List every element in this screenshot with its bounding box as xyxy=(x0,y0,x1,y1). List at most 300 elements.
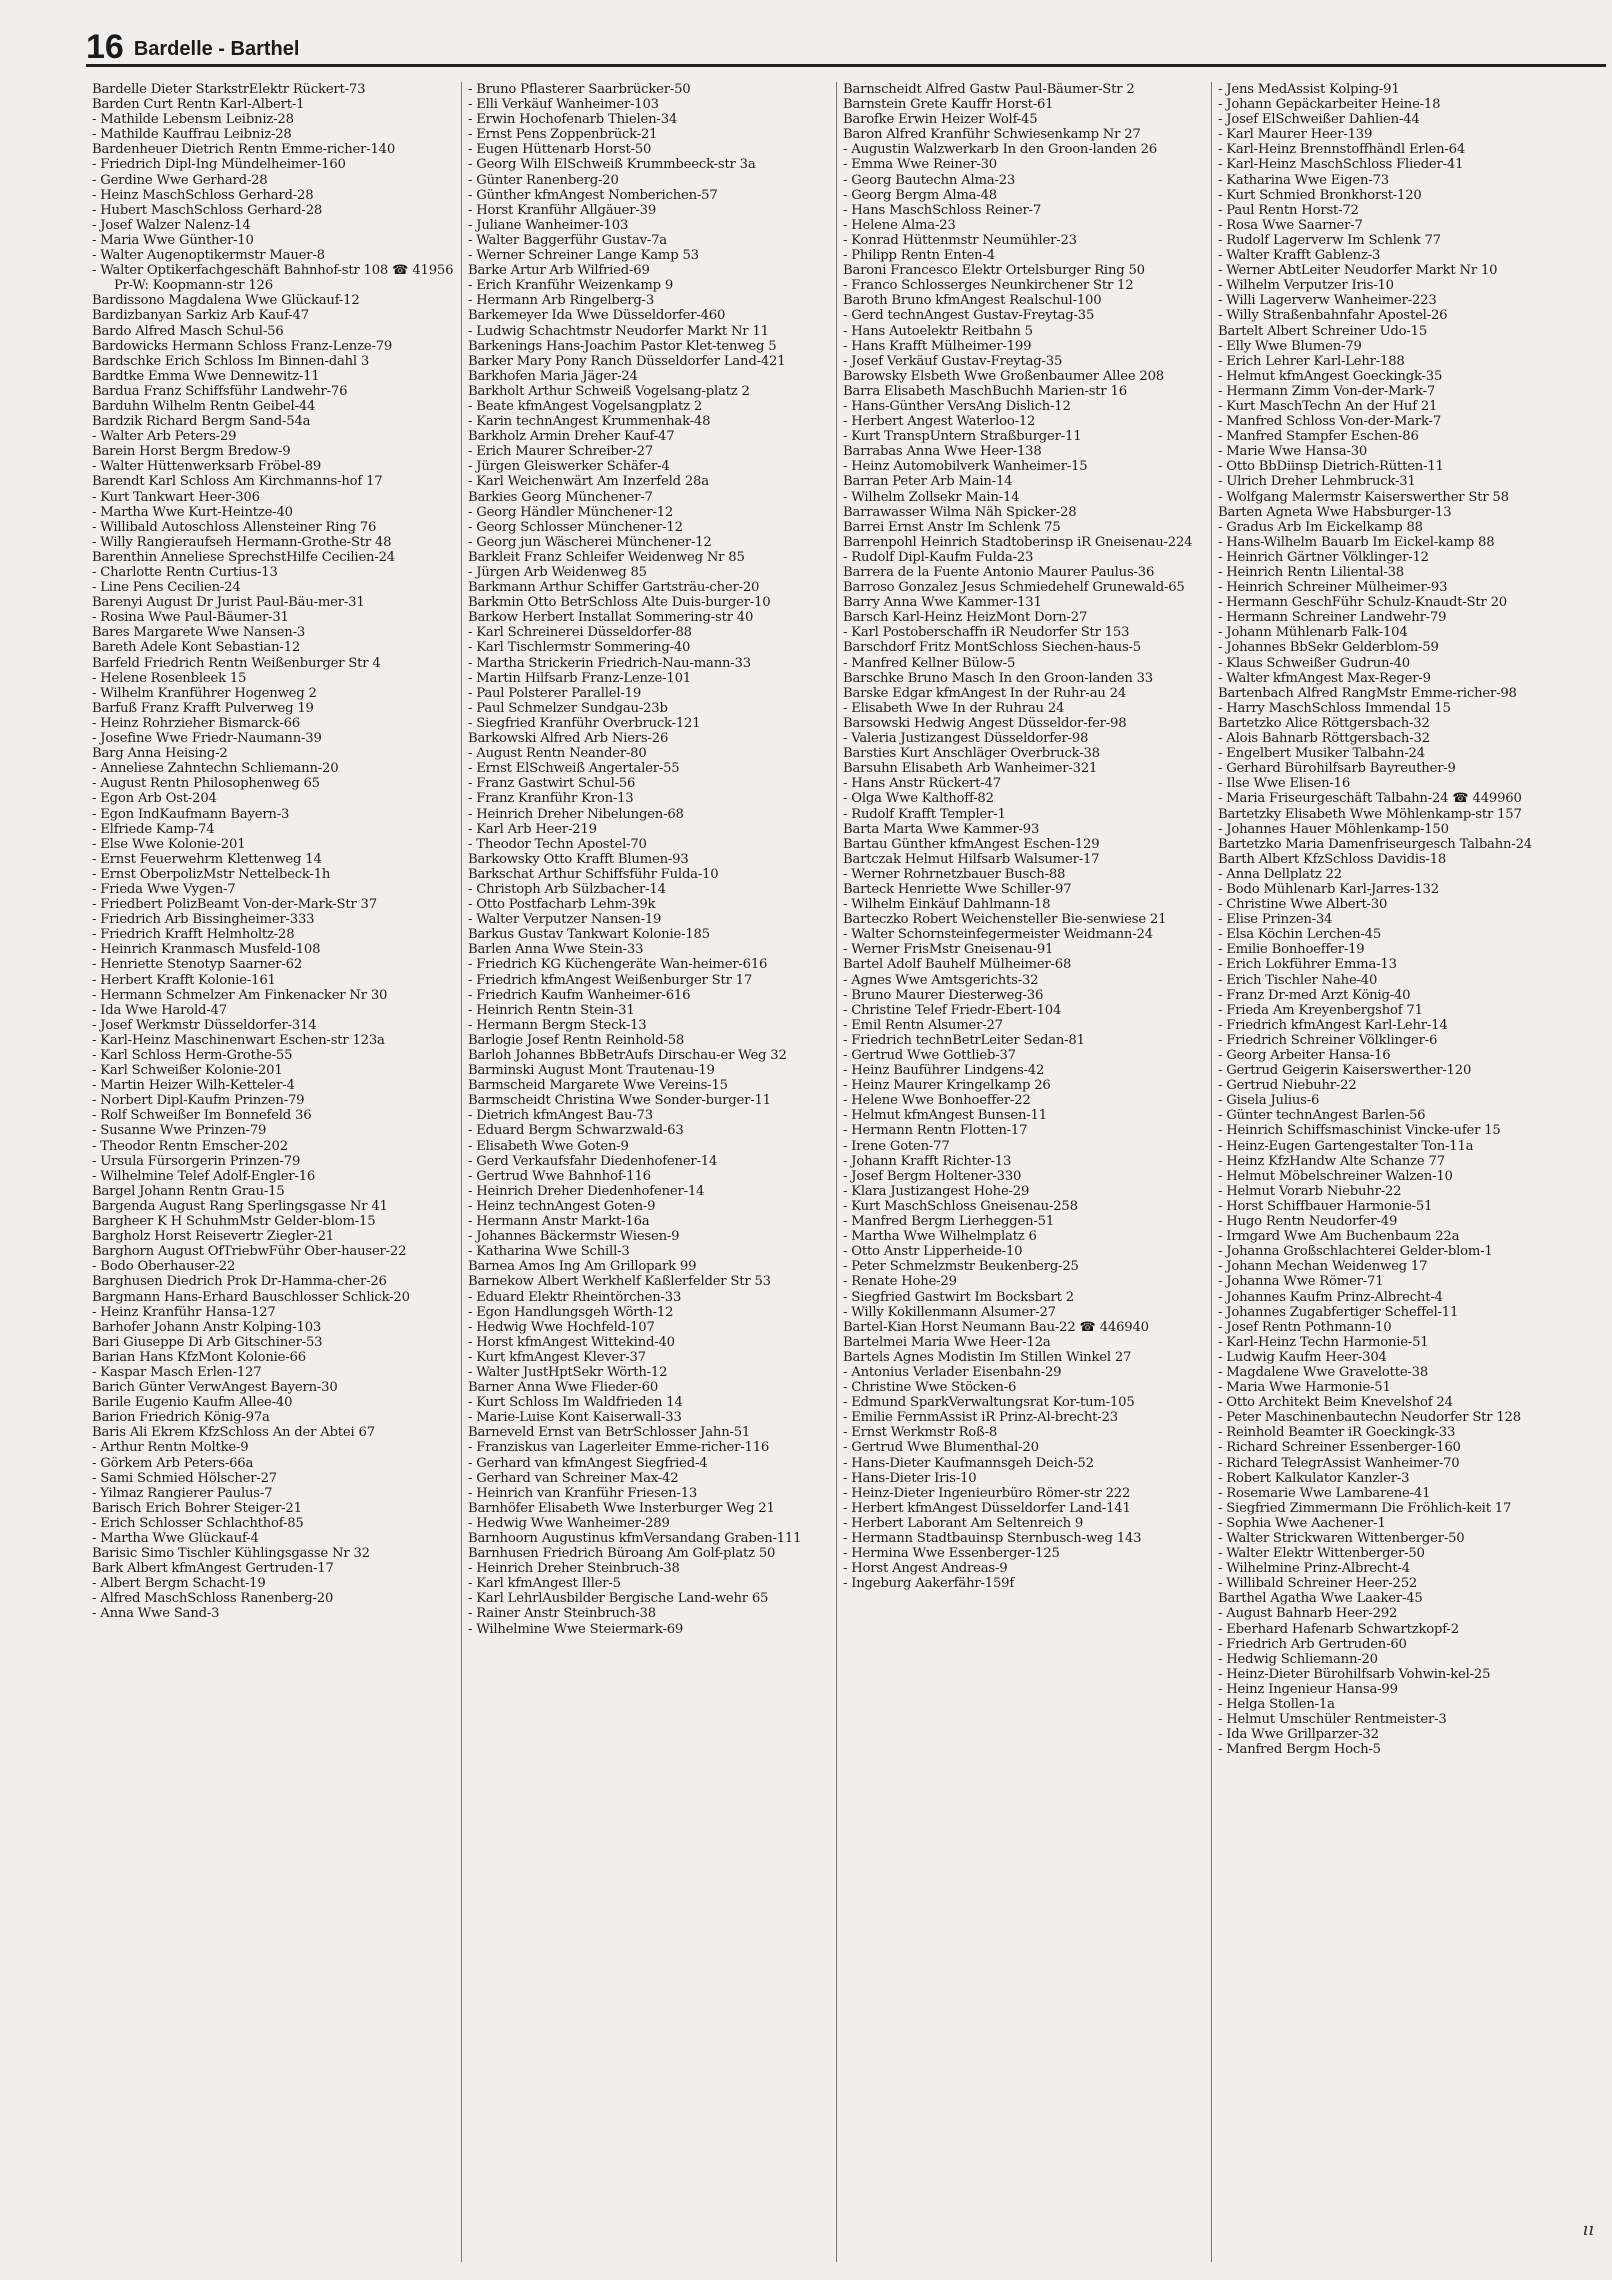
directory-entry: - Walter Arb Peters-29 xyxy=(92,429,237,445)
directory-entry: - Elise Prinzen-34 xyxy=(1218,912,1333,928)
directory-entry: - Egon IndKaufmann Bayern-3 xyxy=(92,806,290,822)
directory-entry: - Augustin Walzwerkarb In den Groon-landen 26 xyxy=(843,142,1157,158)
directory-entry: Barenthin Anneliese SprechstHilfe Cecilien-24 xyxy=(92,549,395,565)
directory-entry: - Kurt Schloss Im Waldfrieden 14 xyxy=(468,1395,683,1411)
directory-entry: - Johanna Großschlachterei Gelder-blom-1 xyxy=(1218,1244,1493,1260)
directory-entry: - Paul Schmelzer Sundgau-23b xyxy=(468,700,668,716)
directory-entry: - Hermann Zimm Von-der-Mark-7 xyxy=(1218,383,1436,399)
directory-entry: Bareth Adele Kont Sebastian-12 xyxy=(92,640,301,656)
directory-entry: Barra Elisabeth MaschBuchh Marien-str 16 xyxy=(843,383,1127,399)
directory-entry: - Ernst OberpolizMstr Nettelbeck-1h xyxy=(92,866,331,882)
directory-entry: - Ilse Wwe Elisen-16 xyxy=(1218,776,1351,792)
directory-entry: - Georg Schlosser Münchener-12 xyxy=(468,519,683,535)
directory-entry: - Franz Dr-med Arzt König-40 xyxy=(1218,987,1411,1003)
directory-entry: Baron Alfred Kranführ Schwiesenkamp Nr 27 xyxy=(843,127,1141,143)
directory-entry: Barkhofen Maria Jäger-24 xyxy=(468,368,638,384)
directory-entry: - Helene Alma-23 xyxy=(843,217,956,233)
directory-entry: Barden Curt Rentn Karl-Albert-1 xyxy=(92,97,305,113)
directory-entry: - Hermann Stadtbauinsp Sternbusch-weg 143 xyxy=(843,1531,1142,1546)
directory-entry: - Friedrich Arb Bissingheimer-333 xyxy=(92,912,315,928)
directory-entry: - Jürgen Gleiswerker Schäfer-4 xyxy=(468,459,670,475)
directory-entry: - Charlotte Rentn Curtius-13 xyxy=(92,565,278,580)
directory-entry: - Christine Wwe Stöcken-6 xyxy=(843,1380,1017,1396)
directory-entry: Bartel-Kian Horst Neumann Bau-22 ☎ 446940 xyxy=(843,1319,1149,1335)
directory-entry: - Emma Wwe Reiner-30 xyxy=(843,157,997,173)
directory-entry: - Heinrich Dreher Diedenhofener-14 xyxy=(468,1183,705,1199)
directory-entry: - Heinz MaschSchloss Gerhard-28 xyxy=(92,187,314,203)
directory-entry: - Günter Ranenberg-20 xyxy=(468,172,619,188)
directory-entry: - Susanne Wwe Prinzen-79 xyxy=(92,1123,267,1139)
directory-entry: - Georg jun Wäscherei Münchener-12 xyxy=(468,534,712,550)
directory-entry: Bartels Agnes Modistin Im Stillen Winkel 27 xyxy=(843,1349,1132,1365)
directory-entry: - Ida Wwe Grillparzer-32 xyxy=(1218,1727,1379,1743)
directory-entry: Barion Friedrich König-97a xyxy=(92,1410,270,1426)
directory-entry: - Walter Baggerführ Gustav-7a xyxy=(468,232,667,248)
directory-entry: Barg Anna Heising-2 xyxy=(92,746,228,762)
directory-entry: - Theodor Rentn Emscher-202 xyxy=(92,1138,288,1154)
directory-entry: - Richard Schreiner Essenberger-160 xyxy=(1218,1440,1461,1456)
directory-entry: Barnhoorn Augustinus kfmVersandang Graben-111 xyxy=(468,1531,802,1546)
directory-entry: - Karl Arb Heer-219 xyxy=(468,821,597,837)
directory-entry: - Josef Bergm Holtener-330 xyxy=(843,1168,1022,1184)
directory-entry: - Günter technAngest Barlen-56 xyxy=(1218,1108,1426,1124)
directory-entry: - Franz Kranführ Kron-13 xyxy=(468,791,634,807)
directory-entry: Barisic Simo Tischler Kühlingsgasse Nr 32 xyxy=(92,1546,370,1562)
directory-entry: - Ernst Feuerwehrm Klettenweg 14 xyxy=(92,851,322,867)
directory-entry: Barneveld Ernst van BetrSchlosser Jahn-51 xyxy=(468,1425,751,1441)
directory-entry: - Herbert Laborant Am Seltenreich 9 xyxy=(843,1515,1084,1531)
directory-entry: Barlen Anna Wwe Stein-33 xyxy=(468,942,644,958)
directory-entry: - Henriette Stenotyp Saarner-62 xyxy=(92,957,303,973)
directory-entry: - Horst Schiffbauer Harmonie-51 xyxy=(1218,1198,1433,1214)
corner-mark: ıı xyxy=(1582,2219,1594,2240)
directory-entry: - Hans Anstr Rückert-47 xyxy=(843,776,1001,792)
directory-entry: - Friedrich Schreiner Völklinger-6 xyxy=(1218,1032,1438,1048)
directory-entry: - Erwin Hochofenarb Thielen-34 xyxy=(468,112,678,128)
directory-entry: - Heinz-Dieter Bürohilfsarb Vohwin-kel-25 xyxy=(1218,1666,1491,1682)
directory-entry: Barfuß Franz Krafft Pulverweg 19 xyxy=(92,700,314,716)
directory-entry: - Horst Kranführ Allgäuer-39 xyxy=(468,202,657,218)
directory-entry: - Werner Rohrnetzbauer Busch-88 xyxy=(843,866,1066,882)
directory-entry: - Christoph Arb Sülzbacher-14 xyxy=(468,881,666,897)
directory-entry: - Erich Maurer Schreiber-27 xyxy=(468,444,653,460)
directory-entry: - Friedrich Kaufm Wanheimer-616 xyxy=(468,987,691,1003)
directory-entry: Bardzik Richard Bergm Sand-54a xyxy=(92,414,311,430)
directory-entry: - Eduard Elektr Rheintörchen-33 xyxy=(468,1289,682,1305)
directory-entry: - Horst Angest Andreas-9 xyxy=(843,1561,1008,1577)
directory-entry: - Ludwig Schachtmstr Neudorfer Markt Nr 11 xyxy=(468,323,769,339)
directory-entry: - Maria Wwe Günther-10 xyxy=(92,232,254,248)
directory-entry: - Heinrich Schiffsmaschinist Vincke-ufer 15 xyxy=(1218,1123,1501,1139)
directory-entry: Bartetzky Elisabeth Wwe Möhlenkamp-str 157 xyxy=(1218,806,1522,822)
directory-entry: - Gertrud Wwe Blumenthal-20 xyxy=(843,1440,1039,1456)
directory-entry: - Martha Wwe Glückauf-4 xyxy=(92,1531,259,1546)
directory-entry: - Ernst Werkmstr Roß-8 xyxy=(843,1425,998,1441)
directory-entry: - Martin Hilfsarb Franz-Lenze-101 xyxy=(468,670,691,686)
directory-entry: - Walter Verputzer Nansen-19 xyxy=(468,912,662,928)
directory-entry: Barowsky Elsbeth Wwe Großenbaumer Allee 208 xyxy=(843,368,1164,384)
directory-entry: - Maria Friseurgeschäft Talbahn-24 ☎ 449960 xyxy=(1218,791,1522,807)
directory-entry: Barschdorf Fritz MontSchloss Siechen-haus-5 xyxy=(843,640,1141,656)
directory-entry: - Alois Bahnarb Röttgersbach-32 xyxy=(1218,731,1430,747)
directory-entry: Barnscheidt Alfred Gastw Paul-Bäumer-Str 2 xyxy=(843,82,1135,97)
directory-entry: - Norbert Dipl-Kaufm Prinzen-79 xyxy=(92,1093,305,1109)
directory-entry: - Johannes Kaufm Prinz-Albrecht-4 xyxy=(1218,1289,1443,1305)
directory-entry: Barran Peter Arb Main-14 xyxy=(843,474,1013,490)
directory-entry: - Hubert MaschSchloss Gerhard-28 xyxy=(92,202,323,218)
directory-entry: Bargholz Horst Reisevertr Ziegler-21 xyxy=(92,1229,334,1245)
directory-entry: - Hans MaschSchloss Reiner-7 xyxy=(843,202,1042,218)
directory-entry: - Gertrud Wwe Bahnhof-116 xyxy=(468,1168,651,1184)
directory-entry: - Friedbert PolizBeamt Von-der-Mark-Str 37 xyxy=(92,897,377,913)
directory-entry: - Johannes Bäckermstr Wiesen-9 xyxy=(468,1229,680,1245)
directory-entry: - Emilie Bonhoeffer-19 xyxy=(1218,942,1365,958)
directory-entry: - Walter Schornsteinfegermeister Weidmann-24 xyxy=(843,927,1153,943)
directory-entry: - Johannes Hauer Möhlenkamp-150 xyxy=(1218,821,1449,837)
directory-entry: - Anna Dellplatz 22 xyxy=(1218,866,1342,882)
directory-entry: - Martha Strickerin Friedrich-Nau-mann-33 xyxy=(468,655,751,671)
directory-entry: Barnhöfer Elisabeth Wwe Insterburger Weg 21 xyxy=(468,1500,775,1516)
directory-entry: Bardtke Emma Wwe Dennewitz-11 xyxy=(92,368,320,384)
directory-entry: - Otto Postfacharb Lehm-39k xyxy=(468,897,656,913)
directory-entry: Barkemeyer Ida Wwe Düsseldorfer-460 xyxy=(468,308,726,324)
directory-entry: Barghorn August OfTriebwFühr Ober-hauser-22 xyxy=(92,1244,407,1260)
directory-entry: - Martin Heizer Wilh-Ketteler-4 xyxy=(92,1078,295,1094)
directory-entry: Barsch Karl-Heinz HeizMont Dorn-27 xyxy=(843,610,1088,626)
directory-entry: Baroni Francesco Elektr Ortelsburger Ring 50 xyxy=(843,263,1145,279)
directory-entry: - Gerhard van Schreiner Max-42 xyxy=(468,1470,679,1486)
directory-entry: - Walter Augenoptikermstr Mauer-8 xyxy=(92,248,325,264)
directory-entry: - Heinz Rohrzieher Bismarck-66 xyxy=(92,715,300,731)
directory-entry: - Heinrich van Kranführ Friesen-13 xyxy=(468,1485,698,1501)
directory-entry: Bardschke Erich Schloss Im Binnen-dahl 3 xyxy=(92,353,370,369)
directory-entry: - Hermann Schreiner Landwehr-79 xyxy=(1218,610,1447,626)
directory-entry: Barfeld Friedrich Rentn Weißenburger Str 4 xyxy=(92,655,381,671)
directory-entry: - Heinz KfzHandw Alte Schanze 77 xyxy=(1218,1153,1445,1169)
directory-entry: - Herbert kfmAngest Düsseldorfer Land-141 xyxy=(843,1500,1131,1516)
directory-entry: - Karl-Heinz Techn Harmonie-51 xyxy=(1218,1334,1429,1350)
directory-entry: - Irene Goten-77 xyxy=(843,1138,950,1154)
directory-entry: - Hermann GeschFühr Schulz-Knaudt-Str 20 xyxy=(1218,595,1507,611)
directory-entry: Barghusen Diedrich Prok Dr-Hamma-cher-26 xyxy=(92,1274,387,1290)
directory-entry: - Christine Telef Friedr-Ebert-104 xyxy=(843,1002,1062,1018)
directory-entry: - Hedwig Wwe Wanheimer-289 xyxy=(468,1515,670,1531)
directory-entry: - Heinrich Rentn Stein-31 xyxy=(468,1002,635,1018)
directory-entry: - Peter Schmelzmstr Beukenberg-25 xyxy=(843,1259,1079,1275)
directory-entry: - Herbert Angest Waterloo-12 xyxy=(843,414,1036,430)
directory-entry: - Wilhelm Verputzer Iris-10 xyxy=(1218,278,1394,294)
directory-entry: Bartelmei Maria Wwe Heer-12a xyxy=(843,1334,1051,1350)
directory-entry: - Friedrich Arb Gertruden-60 xyxy=(1218,1636,1407,1652)
directory-entry: Barth Albert KfzSchloss Davidis-18 xyxy=(1218,851,1447,867)
directory-entry: - Johanna Wwe Römer-71 xyxy=(1218,1274,1384,1290)
directory-entry: - Helmut Vorarb Niebuhr-22 xyxy=(1218,1183,1402,1199)
directory-entry: - Elsa Köchin Lerchen-45 xyxy=(1218,927,1382,943)
directory-entry: - Theodor Techn Apostel-70 xyxy=(468,836,647,852)
directory-entry: - Sami Schmied Hölscher-27 xyxy=(92,1470,277,1486)
directory-entry: Barkies Georg Münchener-7 xyxy=(468,489,653,505)
directory-entry: - Wilhelm Kranführer Hogenweg 2 xyxy=(92,685,317,701)
directory-entry: - Siegfried Gastwirt Im Bocksbart 2 xyxy=(843,1289,1074,1305)
directory-entry: - Manfred Bergm Lierheggen-51 xyxy=(843,1214,1055,1230)
directory-entry: - Christine Wwe Albert-30 xyxy=(1218,897,1388,913)
directory-entry: - Georg Wilh ElSchweiß Krummbeeck-str 3a xyxy=(468,157,756,173)
directory-entry: - Elly Wwe Blumen-79 xyxy=(1218,338,1362,354)
directory-entry: - Yilmaz Rangierer Paulus-7 xyxy=(92,1485,273,1501)
directory-entry: - Heinrich Dreher Steinbruch-38 xyxy=(468,1561,680,1577)
directory-entry: Barminski August Mont Trautenau-19 xyxy=(468,1063,715,1079)
directory-entry: - Josef ElSchweißer Dahlien-44 xyxy=(1218,112,1420,128)
directory-entry: Barmscheid Margarete Wwe Vereins-15 xyxy=(468,1078,728,1094)
directory-entry: Barofke Erwin Heizer Wolf-45 xyxy=(843,112,1038,128)
directory-entry: - Hans-Dieter Iris-10 xyxy=(843,1470,977,1486)
directory-entry: - Karl LehrlAusbilder Bergische Land-wehr 65 xyxy=(468,1591,769,1607)
directory-entry: Barnekow Albert Werkhelf Kaßlerfelder Str 53 xyxy=(468,1274,771,1290)
directory-entry: - Bodo Mühlenarb Karl-Jarres-132 xyxy=(1218,881,1439,897)
directory-entry: - Hermann Bergm Steck-13 xyxy=(468,1017,647,1033)
directory-entry: - Karl Weichenwärt Am Inzerfeld 28a xyxy=(468,474,709,490)
directory-entry: Barrera de la Fuente Antonio Maurer Paulus-36 xyxy=(843,565,1155,580)
directory-entry: Bartenbach Alfred RangMstr Emme-richer-98 xyxy=(1218,685,1517,701)
directory-entry: Barkow Herbert Installat Sommering-str 40 xyxy=(468,610,754,626)
directory-entry: Bartczak Helmut Hilfsarb Walsumer-17 xyxy=(843,851,1100,867)
directory-entry: - Juliane Wanheimer-103 xyxy=(468,217,629,233)
directory-entry: - Heinz Ingenieur Hansa-99 xyxy=(1218,1681,1398,1697)
directory-entry: - Marie-Luise Kont Kaiserwall-33 xyxy=(468,1410,682,1426)
directory-entry: - Maria Wwe Harmonie-51 xyxy=(1218,1380,1391,1396)
directory-entry: - Reinhold Beamter iR Goeckingk-33 xyxy=(1218,1425,1456,1441)
directory-entry: Barkholt Arthur Schweiß Vogelsang-platz 2 xyxy=(468,383,750,399)
directory-entry: - Elfriede Kamp-74 xyxy=(92,821,215,837)
directory-entry: Bartetzko Maria Damenfriseurgesch Talbahn-24 xyxy=(1218,836,1532,852)
directory-entry: Barnhusen Friedrich Büroang Am Golf-platz 50 xyxy=(468,1546,776,1562)
directory-entry: Bardissono Magdalena Wwe Glückauf-12 xyxy=(92,293,360,309)
directory-entry: Bartetzko Alice Röttgersbach-32 xyxy=(1218,715,1430,731)
directory-entry: - Paul Polsterer Parallel-19 xyxy=(468,685,642,701)
directory-entry: Barduhn Wilhelm Rentn Geibel-44 xyxy=(92,398,316,414)
directory-entry: Bartau Günther kfmAngest Eschen-129 xyxy=(843,836,1100,852)
directory-entry: - Johann Mühlenarb Falk-104 xyxy=(1218,625,1408,641)
directory-entry: Bardenheuer Dietrich Rentn Emme-richer-140 xyxy=(92,142,396,158)
directory-entry: - Hedwig Schliemann-20 xyxy=(1218,1651,1378,1667)
directory-entry: - Georg Bautechn Alma-23 xyxy=(843,172,1016,188)
directory-entry: - Marie Wwe Hansa-30 xyxy=(1218,444,1368,460)
directory-entry: - Paul Rentn Horst-72 xyxy=(1218,202,1359,218)
directory-entry: - Görkem Arb Peters-66a xyxy=(92,1455,254,1471)
directory-entry: - Wolfgang Malermstr Kaiserswerther Str 58 xyxy=(1218,489,1509,505)
directory-entry: - Klara Justizangest Hohe-29 xyxy=(843,1183,1030,1199)
directory-entry: Bardelle Dieter StarkstrElektr Rückert-73 xyxy=(92,82,366,97)
directory-entry: - Manfred Bergm Hoch-5 xyxy=(1218,1742,1381,1758)
directory-entry: - Else Wwe Kolonie-201 xyxy=(92,836,246,852)
directory-entry: - Valeria Justizangest Düsseldorfer-98 xyxy=(843,731,1089,747)
directory-entry: Barhofer Johann Anstr Kolping-103 xyxy=(92,1319,322,1335)
directory-entry: Barkowsky Otto Krafft Blumen-93 xyxy=(468,851,689,867)
directory-entry: - Eugen Hüttenarb Horst-50 xyxy=(468,142,652,158)
directory-entry: - Helmut kfmAngest Bunsen-11 xyxy=(843,1108,1047,1124)
directory-entry: - Heinz-Eugen Gartengestalter Ton-11a xyxy=(1218,1138,1474,1154)
directory-entry: - Katharina Wwe Schill-3 xyxy=(468,1244,630,1260)
directory-entry: Barske Edgar kfmAngest In der Ruhr-au 24 xyxy=(843,685,1127,701)
directory-entry: Barkschat Arthur Schiffsführ Fulda-10 xyxy=(468,866,719,882)
directory-entry: - Elisabeth Wwe Goten-9 xyxy=(468,1138,629,1154)
directory-entry: Barisch Erich Bohrer Steiger-21 xyxy=(92,1500,302,1516)
directory-entry: - Johann Gepäckarbeiter Heine-18 xyxy=(1218,97,1441,113)
directory-entry: - Josef Verkäuf Gustav-Freytag-35 xyxy=(843,353,1063,369)
directory-entry: - Karl-Heinz Brennstoffhändl Erlen-64 xyxy=(1218,142,1466,158)
directory-entry: - Bodo Oberhauser-22 xyxy=(92,1259,236,1275)
directory-entry: Barrei Ernst Anstr Im Schlenk 75 xyxy=(843,519,1061,535)
directory-entry: - Erich Tischler Nahe-40 xyxy=(1218,972,1378,988)
directory-entry: - Sophia Wwe Aachener-1 xyxy=(1218,1515,1386,1531)
directory-entry: - Gisela Julius-6 xyxy=(1218,1093,1320,1109)
directory-entry: Barker Mary Pony Ranch Düsseldorfer Land-421 xyxy=(468,353,786,369)
directory-entry: - Bruno Maurer Diesterweg-36 xyxy=(843,987,1044,1003)
directory-entry: - August Rentn Philosophenweg 65 xyxy=(92,776,320,792)
directory-entry: - Heinz Kranführ Hansa-127 xyxy=(92,1304,276,1320)
directory-entry: - Hermann Rentn Flotten-17 xyxy=(843,1123,1028,1139)
directory-entry: - Heinz Maurer Kringelkamp 26 xyxy=(843,1078,1051,1094)
directory-entry: - Agnes Wwe Amtsgerichts-32 xyxy=(843,972,1039,988)
directory-entry: - Franco Schlosserges Neunkirchener Str 12 xyxy=(843,278,1134,294)
directory-entry: Barloh Johannes BbBetrAufs Dirschau-er Weg 32 xyxy=(468,1048,787,1063)
directory-entry: - Heinrich Gärtner Völklinger-12 xyxy=(1218,549,1429,565)
directory-entry: Barteck Henriette Wwe Schiller-97 xyxy=(843,881,1072,897)
column-2 xyxy=(461,82,836,2262)
directory-entry: - Rosa Wwe Saarner-7 xyxy=(1218,217,1363,233)
column-4 xyxy=(1211,82,1586,2262)
directory-entry: - Gradus Arb Im Eickelkamp 88 xyxy=(1218,519,1423,535)
directory-entry: - Rudolf Lagerverw Im Schlenk 77 xyxy=(1218,232,1441,248)
directory-entry: - Emilie FernmAssist iR Prinz-Al-brecht-23 xyxy=(843,1410,1118,1426)
directory-entry: - Walter Elektr Wittenberger-50 xyxy=(1218,1546,1425,1562)
directory-entry: - Karl Tischlermstr Sommering-40 xyxy=(468,640,691,656)
directory-entry: - Konrad Hüttenmstr Neumühler-23 xyxy=(843,232,1077,248)
directory-entry: - Walter kfmAngest Max-Reger-9 xyxy=(1218,670,1431,686)
directory-entry: - Johannes BbSekr Gelderblom-59 xyxy=(1218,640,1439,656)
directory-entry: - Gerhard Bürohilfsarb Bayreuther-9 xyxy=(1218,761,1456,777)
page-number: 16 xyxy=(86,28,124,66)
directory-entry: - Bruno Pflasterer Saarbrücker-50 xyxy=(468,82,691,97)
directory-entry: - Eberhard Hafenarb Schwartzkopf-2 xyxy=(1218,1621,1459,1637)
directory-entry: - Ernst ElSchweiß Angertaler-55 xyxy=(468,761,680,777)
directory-entry: - Frieda Am Kreyenbergshof 71 xyxy=(1218,1002,1423,1018)
directory-entry: Barrenpohl Heinrich Stadtoberinsp iR Gneisenau-224 xyxy=(843,534,1193,550)
directory-entry: Bartelt Albert Schreiner Udo-15 xyxy=(1218,323,1428,339)
directory-entry: - Hans Autoelektr Reitbahn 5 xyxy=(843,323,1033,339)
directory-entry: - Klaus Schweißer Gudrun-40 xyxy=(1218,655,1410,671)
directory-entry: - Elisabeth Wwe In der Ruhrau 24 xyxy=(843,700,1065,716)
directory-entry: - Ingeburg Aakerfähr-159f xyxy=(843,1576,1015,1592)
directory-entry: - Heinrich Dreher Nibelungen-68 xyxy=(468,806,684,822)
directory-entry: - Walter JustHptSekr Wörth-12 xyxy=(468,1364,668,1380)
directory-entry: - Josef Rentn Pothmann-10 xyxy=(1218,1319,1392,1335)
directory-entry: - Otto Anstr Lipperheide-10 xyxy=(843,1244,1023,1260)
directory-entry: Bardowicks Hermann Schloss Franz-Lenze-79 xyxy=(92,338,393,354)
directory-entry: - Karl Schweißer Kolonie-201 xyxy=(92,1063,283,1079)
directory-entry: Barlogie Josef Rentn Reinhold-58 xyxy=(468,1032,685,1048)
directory-entry: - Georg Händler Münchener-12 xyxy=(468,504,674,520)
directory-entry: - Karin technAngest Krummenhak-48 xyxy=(468,414,711,430)
directory-entry: - Johann Mechan Weidenweg 17 xyxy=(1218,1259,1428,1275)
directory-entry: - Albert Bergm Schacht-19 xyxy=(92,1576,266,1592)
directory-entry: - Hugo Rentn Neudorfer-49 xyxy=(1218,1214,1398,1230)
column-3 xyxy=(836,82,1211,2262)
directory-entry: - Gerd Verkaufsfahr Diedenhofener-14 xyxy=(468,1153,718,1169)
directory-entry: - Emil Rentn Alsumer-27 xyxy=(843,1017,1003,1033)
directory-entry: - Helene Wwe Bonhoeffer-22 xyxy=(843,1093,1031,1109)
directory-entry: - Robert Kalkulator Kanzler-3 xyxy=(1218,1470,1410,1486)
directory-entry: - Hedwig Wwe Hochfeld-107 xyxy=(468,1319,655,1335)
directory-entry: Barry Anna Wwe Kammer-131 xyxy=(843,595,1042,611)
directory-entry: - Renate Hohe-29 xyxy=(843,1274,957,1290)
directory-entry: - Kurt kfmAngest Klever-37 xyxy=(468,1349,646,1365)
directory-entry: Barkus Gustav Tankwart Kolonie-185 xyxy=(468,927,710,943)
running-head: Bardelle - Barthel xyxy=(133,38,300,60)
page-header xyxy=(86,30,1606,67)
directory-entry: Bares Margarete Wwe Nansen-3 xyxy=(92,625,306,641)
directory-entry: - Rudolf Dipl-Kaufm Fulda-23 xyxy=(843,549,1034,565)
directory-entry: Barile Eugenio Kaufm Allee-40 xyxy=(92,1395,293,1411)
directory-entry: - Werner Schreiner Lange Kamp 53 xyxy=(468,248,699,264)
directory-entry: - Hans-Wilhelm Bauarb Im Eickel-kamp 88 xyxy=(1218,534,1495,550)
directory-entry: - Wilhelmine Telef Adolf-Engler-16 xyxy=(92,1168,316,1184)
directory-entry: - Wilhelm Zollsekr Main-14 xyxy=(843,489,1020,505)
directory-entry: - Gerdine Wwe Gerhard-28 xyxy=(92,172,268,188)
directory-entry: - Manfred Schloss Von-der-Mark-7 xyxy=(1218,414,1442,430)
directory-entry: - Peter Maschinenbautechn Neudorfer Str 128 xyxy=(1218,1410,1521,1426)
directory-entry: - Ludwig Kaufm Heer-304 xyxy=(1218,1349,1387,1365)
directory-entry: - Kurt Tankwart Heer-306 xyxy=(92,489,260,505)
directory-entry: Barta Marta Wwe Kammer-93 xyxy=(843,821,1040,837)
directory-entry: - Herbert Krafft Kolonie-161 xyxy=(92,972,276,988)
directory-entry: Barkmann Arthur Schiffer Gartsträu-cher-20 xyxy=(468,580,760,596)
directory-entry: - Harry MaschSchloss Immendal 15 xyxy=(1218,700,1451,716)
directory-entry: Barein Horst Bergm Bredow-9 xyxy=(92,444,291,460)
directory-entry: - Beate kfmAngest Vogelsangplatz 2 xyxy=(468,398,703,414)
directory-entry: Barsowski Hedwig Angest Düsseldor-fer-98 xyxy=(843,715,1127,731)
directory-entry: - Siegfried Zimmermann Die Fröhlich-keit 17 xyxy=(1218,1500,1512,1516)
directory-entry: - Friedrich KG Küchengeräte Wan-heimer-616 xyxy=(468,957,768,973)
directory-entry: - Helga Stollen-1a xyxy=(1218,1697,1335,1713)
directory-entry: - Edmund SparkVerwaltungsrat Kor-tum-105 xyxy=(843,1395,1135,1411)
directory-entry: - Egon Handlungsgeh Wörth-12 xyxy=(468,1304,674,1320)
directory-columns xyxy=(86,82,1606,2262)
directory-entry: - Hermann Anstr Markt-16a xyxy=(468,1214,650,1230)
directory-entry: - Friedrich Krafft Helmholtz-28 xyxy=(92,927,295,943)
directory-entry: - Rosina Wwe Paul-Bäumer-31 xyxy=(92,610,289,626)
directory-entry: - Alfred MaschSchloss Ranenberg-20 xyxy=(92,1591,334,1607)
directory-entry: - Wilhelmine Prinz-Albrecht-4 xyxy=(1218,1561,1410,1577)
directory-entry: - Willibald Schreiner Heer-252 xyxy=(1218,1576,1418,1592)
directory-entry: - Eduard Bergm Schwarzwald-63 xyxy=(468,1123,684,1139)
directory-entry: - Josef Werkmstr Düsseldorfer-314 xyxy=(92,1017,317,1033)
directory-entry: - Karl Maurer Heer-139 xyxy=(1218,127,1373,143)
directory-entry: - Helene Rosenbleek 15 xyxy=(92,670,247,686)
directory-entry: - Line Pens Cecilien-24 xyxy=(92,580,241,596)
directory-entry: Bargmann Hans-Erhard Bauschlosser Schlick-20 xyxy=(92,1289,410,1305)
directory-entry: - Magdalene Wwe Gravelotte-38 xyxy=(1218,1364,1429,1380)
directory-entry: - Gerhard van kfmAngest Siegfried-4 xyxy=(468,1455,708,1471)
directory-entry: - Karl kfmAngest Iller-5 xyxy=(468,1576,621,1592)
directory-entry: - Hermina Wwe Essenberger-125 xyxy=(843,1546,1060,1562)
directory-entry: Barschke Bruno Masch In den Groon-landen 33 xyxy=(843,670,1153,686)
directory-entry: - Antonius Verlader Eisenbahn-29 xyxy=(843,1364,1062,1380)
directory-entry: - Werner AbtLeiter Neudorfer Markt Nr 10 xyxy=(1218,263,1498,279)
directory-entry: - Heinrich Rentn Liliental-38 xyxy=(1218,565,1404,580)
directory-entry: Barnea Amos Ing Am Grillopark 99 xyxy=(468,1259,697,1275)
directory-entry: Barkmin Otto BetrSchloss Alte Duis-burger-10 xyxy=(468,595,771,611)
